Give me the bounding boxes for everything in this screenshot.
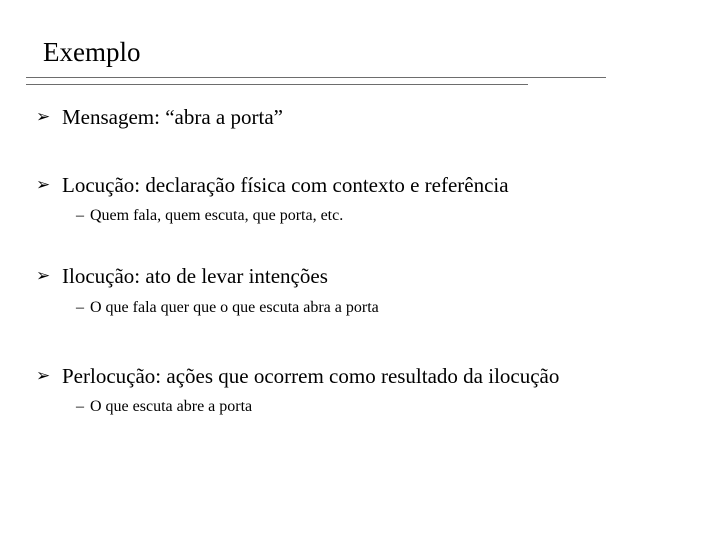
arrowhead-bullet-icon: ➢ <box>36 175 51 195</box>
subitem-dash: – <box>76 398 84 415</box>
subitem-dash: – <box>76 299 84 316</box>
bullet-text: Ilocução: ato de levar intenções <box>62 264 328 288</box>
title-rule-long <box>26 77 606 78</box>
bullet-text: Locução: declaração física com contexto e referência <box>62 173 509 197</box>
subitem-illocution <box>76 298 379 318</box>
subitem-text: O que escuta abre a porta <box>90 398 253 415</box>
bullet-text: Perlocução: ações que ocorrem como resultado da ilocução <box>62 364 560 388</box>
subitem-perlocution <box>76 397 252 417</box>
subitem-text: Quem fala, quem escuta, que porta, etc. <box>90 207 344 224</box>
title-rule-short <box>26 84 528 85</box>
subitem-dash: – <box>76 207 84 224</box>
arrowhead-bullet-icon: ➢ <box>36 107 51 127</box>
arrowhead-bullet-icon: ➢ <box>36 366 51 386</box>
bullet-text: Mensagem: “abra a porta” <box>62 105 283 129</box>
arrowhead-bullet-icon: ➢ <box>36 266 51 286</box>
subitem-text: O que fala quer que o que escuta abra a porta <box>90 299 379 316</box>
subitem-locution <box>76 206 343 226</box>
slide-title: Exemplo <box>43 37 141 67</box>
